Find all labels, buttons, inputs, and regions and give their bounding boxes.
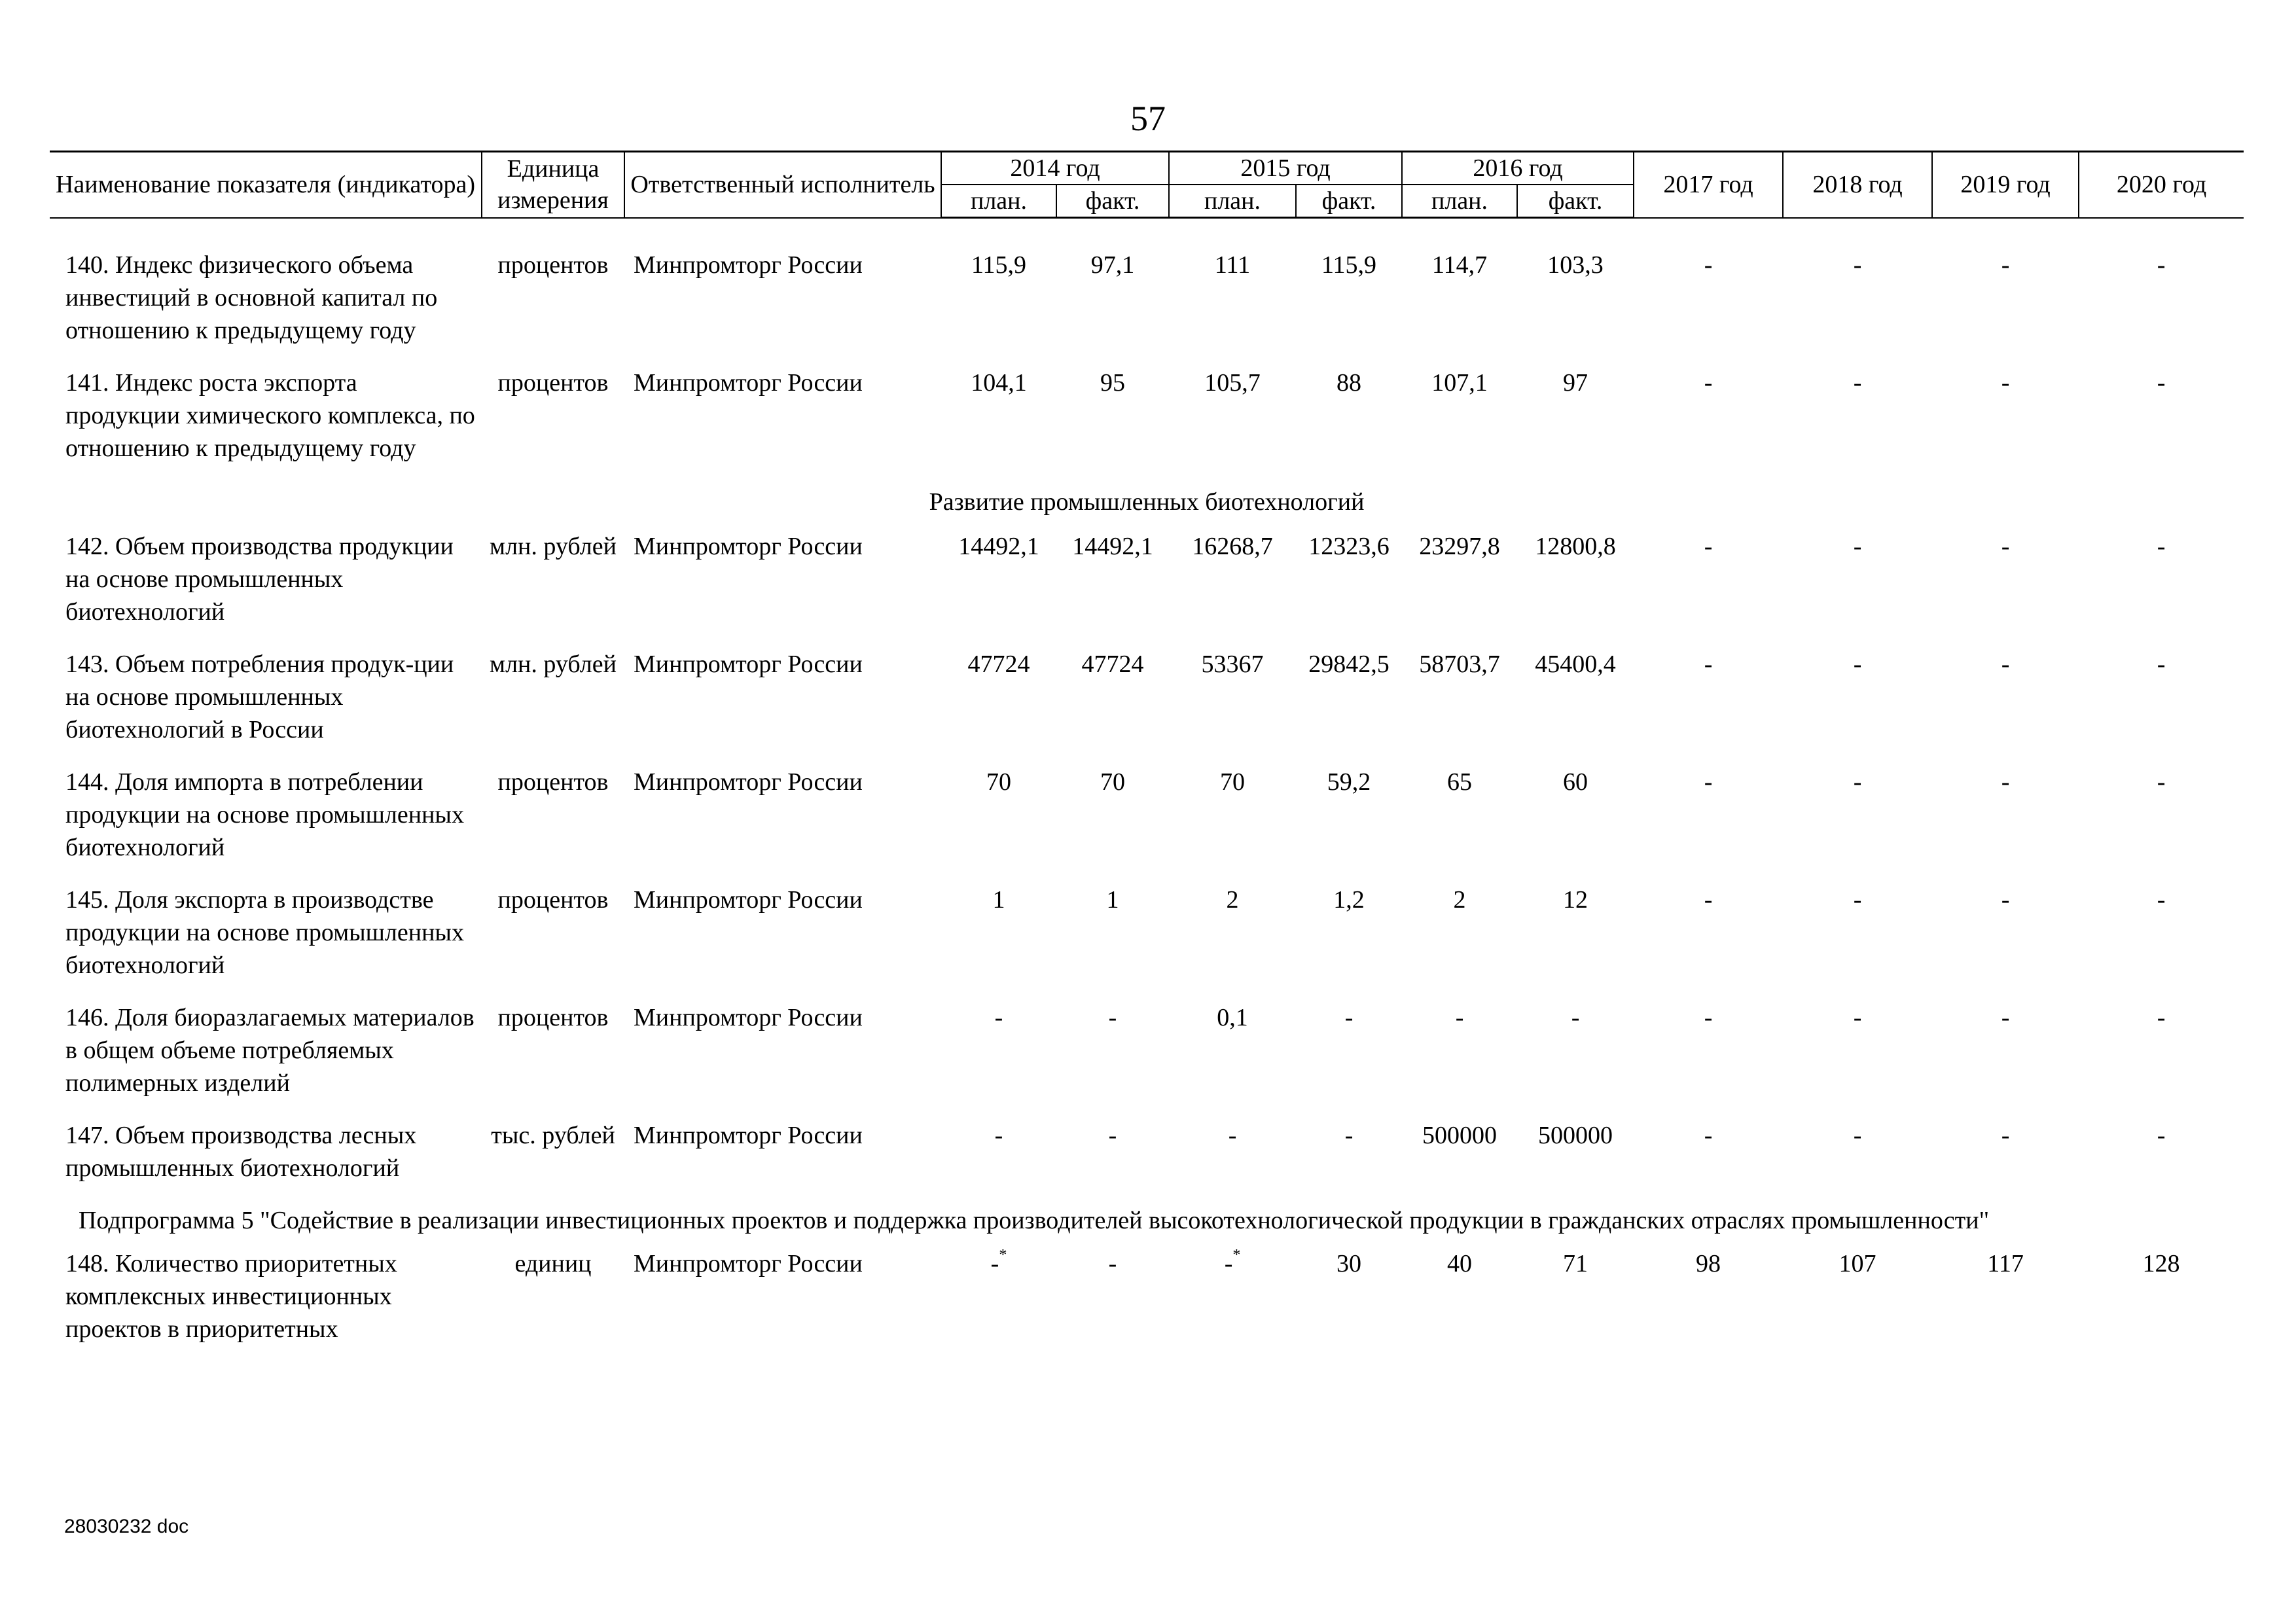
value-2016-fact: 103,3: [1547, 251, 1604, 279]
header-year-2018: 2018 год: [1783, 152, 1932, 218]
header-plan-2016: план.: [1402, 185, 1517, 218]
indicator-unit: процентов: [497, 369, 609, 397]
indicator-unit: процентов: [497, 1004, 609, 1031]
value-2015-plan: -: [1228, 1122, 1237, 1149]
value-2016-plan: 40: [1447, 1250, 1473, 1277]
header-year-2016: 2016 год: [1402, 152, 1634, 185]
indicator-name: 144. Доля импорта в потреблении продукции на основе промышленных биотехнологий: [65, 768, 464, 861]
value-2020: -: [2157, 768, 2166, 796]
value-2014-fact: 97,1: [1090, 251, 1135, 279]
subprogram-title: Подпрограмма 5 "Содействие в реализации инвестиционных проектов и поддержка производителей высокотехнологической продукции в гражданских отраслях промышленности": [79, 1207, 1990, 1234]
indicators-table: [50, 151, 2244, 1365]
header-year-2020: 2020 год: [2079, 152, 2244, 218]
value-2015-fact: 88: [1336, 369, 1362, 397]
value-2020: -: [2157, 886, 2166, 914]
value-2016-fact: 12: [1563, 886, 1588, 914]
value-2019: -: [2001, 251, 2010, 279]
value-2017: -: [1704, 886, 1713, 914]
indicator-executor: Минпромторг России: [634, 768, 863, 796]
table-row: [50, 366, 2244, 484]
value-2016-plan: 114,7: [1431, 251, 1488, 279]
indicator-executor: Минпромторг России: [634, 1004, 863, 1031]
value-2018: -: [1853, 886, 1862, 914]
table-row: [50, 1119, 2244, 1204]
table-row: [50, 766, 2244, 883]
table-row: [50, 249, 2244, 366]
value-2019: -: [2001, 1004, 2010, 1031]
document-code: 28030232 doc: [64, 1516, 189, 1537]
value-2016-plan: 58703,7: [1419, 651, 1500, 678]
value-2014-plan: 104,1: [971, 369, 1027, 397]
value-2017: -: [1704, 533, 1713, 560]
header-year-2015: 2015 год: [1169, 152, 1402, 185]
indicator-unit: процентов: [497, 768, 609, 796]
indicator-name: 146. Доля биоразлагаемых материалов в общем объеме потребляемых полимерных изделий: [65, 1004, 475, 1097]
value-2018: -: [1853, 651, 1862, 678]
value-2015-fact: 115,9: [1321, 251, 1377, 279]
value-2017: -: [1704, 369, 1713, 397]
value-2016-plan: 107,1: [1431, 369, 1488, 397]
header-year-2014: 2014 год: [941, 152, 1169, 185]
value-2014-fact: -: [1108, 1122, 1117, 1149]
value-2019: -: [2001, 768, 2010, 796]
indicator-executor: Минпромторг России: [634, 886, 863, 914]
indicator-unit: тыс. рублей: [491, 1122, 615, 1149]
value-2014-plan: -: [994, 1122, 1003, 1149]
value-2015-plan: 2: [1226, 886, 1239, 914]
table-header: [50, 152, 2244, 218]
value-2016-plan: 23297,8: [1419, 533, 1500, 560]
header-fact-2016: факт.: [1517, 185, 1634, 218]
table-row: [50, 530, 2244, 648]
value-2014-plan: -: [994, 1004, 1003, 1031]
indicator-name: 145. Доля экспорта в производстве продукции на основе промышленных биотехнологий: [65, 886, 464, 979]
header-executor: Ответственный исполнитель: [624, 152, 941, 218]
header-year-2019: 2019 год: [1932, 152, 2079, 218]
header-fact-2014: факт.: [1056, 185, 1169, 218]
page-number: 57: [1130, 99, 1166, 138]
value-2018: -: [1853, 1122, 1862, 1149]
value-2018: -: [1853, 533, 1862, 560]
header-plan-2015: план.: [1169, 185, 1296, 218]
value-2020: -: [2157, 533, 2166, 560]
value-2015-plan: 53367: [1201, 651, 1264, 678]
value-2014-plan: 47724: [967, 651, 1030, 678]
value-2015-fact: -: [1344, 1004, 1354, 1031]
header-fact-2015: факт.: [1296, 185, 1402, 218]
table-row: [50, 1247, 2244, 1365]
value-2016-fact: 45400,4: [1535, 651, 1616, 678]
value-2015-fact: 30: [1336, 1250, 1362, 1277]
header-name: Наименование показателя (индикатора): [50, 152, 482, 218]
value-2016-fact: 500000: [1538, 1122, 1613, 1149]
value-2014-plan: 14492,1: [958, 533, 1039, 560]
value-2015-fact: 29842,5: [1308, 651, 1390, 678]
value-2014-plan: [941, 1247, 1056, 1365]
value-2020: -: [2157, 1122, 2166, 1149]
value-2015-fact: 59,2: [1327, 768, 1371, 796]
value-2014-fact: 70: [1100, 768, 1125, 796]
value-2016-plan: 65: [1447, 768, 1473, 796]
indicator-executor: Минпромторг России: [634, 1250, 863, 1277]
indicator-executor: Минпромторг России: [634, 533, 863, 560]
table-row: [50, 1001, 2244, 1119]
footnote-mark: *: [1232, 1247, 1241, 1264]
indicator-unit: млн. рублей: [490, 651, 617, 678]
value-2019: -: [2001, 533, 2010, 560]
footnote-mark: *: [999, 1247, 1007, 1264]
indicator-unit: процентов: [497, 251, 609, 279]
value-2017: -: [1704, 251, 1713, 279]
value-2018: -: [1853, 768, 1862, 796]
indicator-unit: млн. рублей: [490, 533, 617, 560]
value-2019: -: [2001, 886, 2010, 914]
value-2020: -: [2157, 651, 2166, 678]
indicator-name: 140. Индекс физического объема инвестиций в основной капитал по отношению к предыдущему году: [65, 251, 438, 344]
table-row: [50, 648, 2244, 766]
value-2014-fact: 1: [1106, 886, 1119, 914]
indicator-executor: Минпромторг России: [634, 1122, 863, 1149]
value-2018: -: [1853, 369, 1862, 397]
value-2019: -: [2001, 651, 2010, 678]
value-2015-plan: [1169, 1247, 1296, 1365]
value-2014-fact: 47724: [1081, 651, 1144, 678]
section-row: [50, 484, 2244, 530]
value-2017: -: [1704, 768, 1713, 796]
value-2017: -: [1704, 1004, 1713, 1031]
value-2016-plan: 500000: [1422, 1122, 1498, 1149]
value-2015-fact: 1,2: [1333, 886, 1365, 914]
value-2018: -: [1853, 1004, 1862, 1031]
value-text: -: [1224, 1250, 1233, 1277]
value-2015-fact: -: [1344, 1122, 1354, 1149]
value-2020: -: [2157, 369, 2166, 397]
indicator-name: 141. Индекс роста экспорта продукции химического комплекса, по отношению к предыдущему году: [65, 369, 475, 462]
value-2018: -: [1853, 251, 1862, 279]
value-2016-fact: 60: [1563, 768, 1588, 796]
value-2016-fact: 12800,8: [1535, 533, 1616, 560]
value-2018: 107: [1839, 1250, 1876, 1277]
value-2020: -: [2157, 251, 2166, 279]
value-2015-plan: 105,7: [1204, 369, 1261, 397]
indicator-executor: Минпромторг России: [634, 651, 863, 678]
value-2015-plan: 111: [1214, 251, 1251, 279]
indicator-executor: Минпромторг России: [634, 251, 863, 279]
value-2016-plan: -: [1455, 1004, 1464, 1031]
value-2020: -: [2157, 1004, 2166, 1031]
value-2015-plan: 0,1: [1217, 1004, 1248, 1031]
value-2019: -: [2001, 369, 2010, 397]
header-plan-2014: план.: [941, 185, 1056, 218]
subprogram-row: [50, 1204, 2244, 1247]
value-2017: 98: [1696, 1250, 1721, 1277]
value-2017: -: [1704, 1122, 1713, 1149]
value-2014-plan: 70: [986, 768, 1011, 796]
value-2014-fact: 95: [1100, 369, 1125, 397]
value-2017: -: [1704, 651, 1713, 678]
value-2014-fact: -: [1108, 1004, 1117, 1031]
value-2014-fact: -: [1108, 1250, 1117, 1277]
value-2015-fact: 12323,6: [1308, 533, 1390, 560]
value-2015-plan: 16268,7: [1192, 533, 1273, 560]
indicator-unit: единиц: [514, 1250, 592, 1277]
value-2014-fact: 14492,1: [1072, 533, 1153, 560]
value-2019: 117: [1987, 1250, 2024, 1277]
section-title: Развитие промышленных биотехнологий: [929, 488, 1365, 516]
value-2014-plan: 115,9: [971, 251, 1027, 279]
value-2015-plan: 70: [1220, 768, 1246, 796]
indicator-name: 148. Количество приоритетных комплексных инвестиционных проектов в приоритетных: [65, 1250, 397, 1343]
value-2016-fact: -: [1571, 1004, 1580, 1031]
indicator-name: 142. Объем производства продукции на основе промышленных биотехнологий: [65, 533, 454, 626]
value-2019: -: [2001, 1122, 2010, 1149]
value-2020: 128: [2142, 1250, 2180, 1277]
header-year-2017: 2017 год: [1634, 152, 1783, 218]
value-2016-fact: 71: [1563, 1250, 1588, 1277]
value-2016-fact: 97: [1563, 369, 1588, 397]
value-2016-plan: 2: [1453, 886, 1466, 914]
header-unit: Единица измерения: [482, 152, 624, 218]
indicator-name: 143. Объем потребления продук-ции на основе промышленных биотехнологий в России: [65, 651, 454, 743]
value-text: -: [990, 1250, 999, 1277]
indicator-executor: Минпромторг России: [634, 369, 863, 397]
value-2014-plan: 1: [992, 886, 1005, 914]
indicator-unit: процентов: [497, 886, 609, 914]
table-row: [50, 883, 2244, 1001]
indicator-name: 147. Объем производства лесных промышленных биотехнологий: [65, 1122, 417, 1182]
